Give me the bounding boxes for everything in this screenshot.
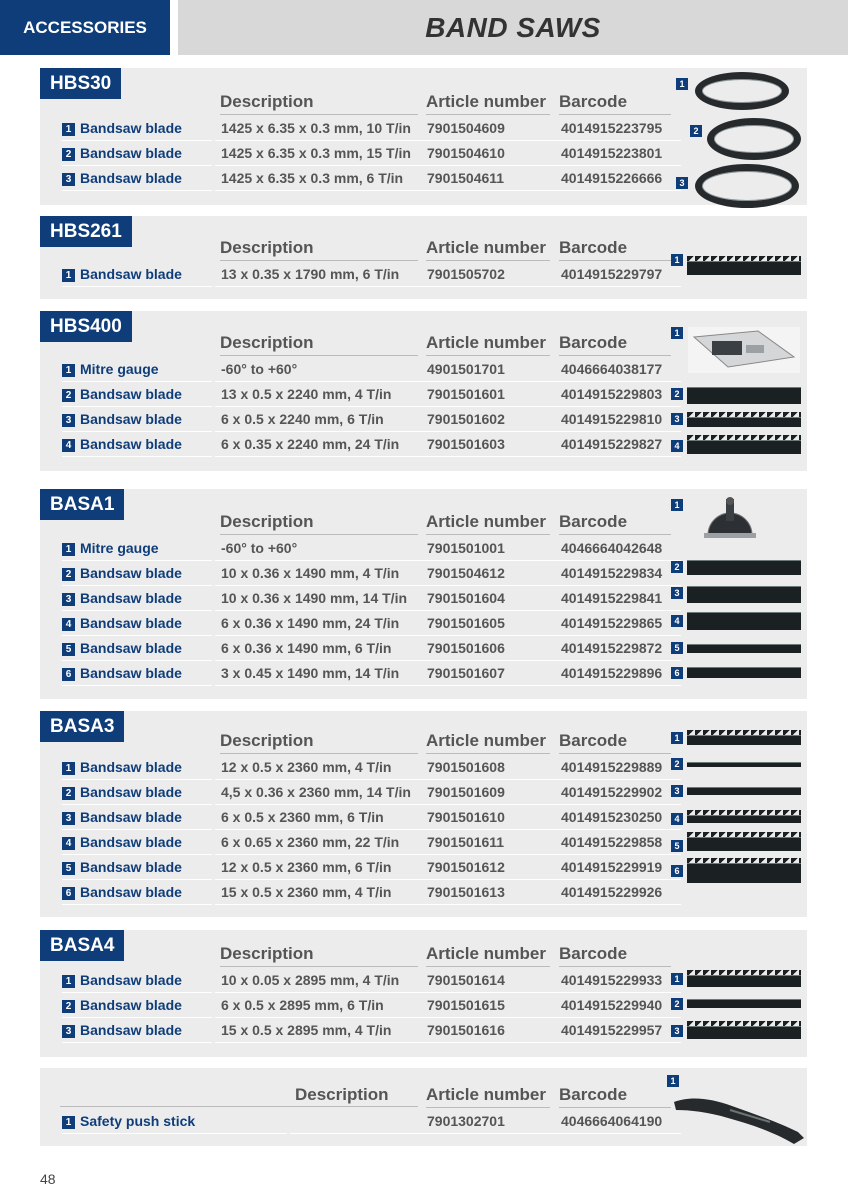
item-number-badge: 1: [62, 1116, 75, 1129]
item-article-number: 7901501610: [422, 805, 555, 830]
col-barcode-header: Barcode: [559, 512, 671, 535]
col-description-header: Description: [220, 333, 418, 356]
image-badge: 1: [667, 1075, 679, 1087]
col-barcode-header: Barcode: [559, 238, 671, 261]
item-name: [62, 805, 212, 830]
image-badge: 4: [671, 813, 683, 825]
item-article-number: 7901504610: [422, 141, 555, 166]
image-badge: 6: [671, 865, 683, 877]
item-article-number: 7901501613: [422, 880, 555, 905]
item-barcode: 4014915229933: [554, 968, 681, 993]
col-article-header: Article number: [426, 944, 550, 967]
table-row: [40, 880, 807, 905]
image-badge: 3: [671, 587, 683, 599]
item-barcode: 4014915229896: [554, 661, 681, 686]
category-tab: ACCESSORIES: [0, 0, 170, 55]
item-barcode: 4046664064190: [554, 1109, 681, 1134]
item-name: [62, 636, 212, 661]
col-barcode-header: Barcode: [559, 944, 671, 967]
item-article-number: 7901501611: [422, 830, 555, 855]
item-article-number: 7901501612: [422, 855, 555, 880]
page-number: 48: [40, 1171, 56, 1187]
item-article-number: 7901501606: [422, 636, 555, 661]
item-barcode: 4014915229858: [554, 830, 681, 855]
image-badge: 2: [671, 561, 683, 573]
item-article-number: 7901501614: [422, 968, 555, 993]
item-number-badge: 3: [62, 1025, 75, 1038]
item-number-badge: 1: [62, 123, 75, 136]
section-title: HBS400: [40, 311, 132, 342]
item-description: 15 x 0.5 x 2360 mm, 4 T/in: [215, 880, 424, 905]
item-number-badge: 1: [62, 364, 75, 377]
item-description: 4,5 x 0.36 x 2360 mm, 14 T/in: [215, 780, 424, 805]
item-description: 1425 x 6.35 x 0.3 mm, 10 T/in: [215, 116, 424, 141]
item-number-badge: 4: [62, 837, 75, 850]
image-badge: 2: [671, 388, 683, 400]
blade-strip-image: [687, 644, 801, 653]
item-name-label: Bandsaw blade: [80, 386, 182, 402]
item-article-number: 7901501602: [422, 407, 555, 432]
blade-strip-image: [687, 261, 801, 275]
item-name: [62, 536, 212, 561]
item-article-number: 7901501615: [422, 993, 555, 1018]
table-row: [40, 141, 807, 166]
blade-strip-image: [687, 837, 801, 851]
section-basa1: [40, 489, 807, 699]
item-article-number: 4901501701: [422, 357, 555, 382]
item-name-label: Bandsaw blade: [80, 834, 182, 850]
item-article-number: 7901501001: [422, 536, 555, 561]
item-article-number: 7901501604: [422, 586, 555, 611]
image-badge: 3: [671, 1025, 683, 1037]
item-description: 10 x 0.36 x 1490 mm, 14 T/in: [215, 586, 424, 611]
item-description: 6 x 0.65 x 2360 mm, 22 T/in: [215, 830, 424, 855]
item-name: [62, 611, 212, 636]
mitre-gauge-image: [700, 495, 760, 545]
push-stick-image: [670, 1088, 807, 1146]
blade-strip-image: [687, 975, 801, 987]
item-article-number: 7901501616: [422, 1018, 555, 1043]
item-article-number: 7901302701: [422, 1109, 555, 1134]
item-name: [62, 141, 212, 166]
image-badge: 4: [671, 440, 683, 452]
item-number-badge: 4: [62, 618, 75, 631]
item-description: 6 x 0.5 x 2240 mm, 6 T/in: [215, 407, 424, 432]
section-hbs400: [40, 311, 807, 471]
item-name-label: Safety push stick: [80, 1113, 196, 1129]
item-article-number: 7901505702: [422, 262, 555, 287]
section-push-stick: [40, 1068, 807, 1146]
item-name-label: Bandsaw blade: [80, 615, 182, 631]
col-article-header: Article number: [426, 512, 550, 535]
item-name-label: Bandsaw blade: [80, 145, 182, 161]
item-name-label: Bandsaw blade: [80, 266, 182, 282]
item-number-badge: 5: [62, 862, 75, 875]
item-description: -60° to +60°: [215, 536, 424, 561]
item-barcode: 4014915229797: [554, 262, 681, 287]
item-barcode: 4014915229957: [554, 1018, 681, 1043]
item-barcode: 4046664042648: [554, 536, 681, 561]
image-badge: 2: [671, 758, 683, 770]
col-barcode-header: Barcode: [559, 92, 671, 115]
item-barcode: 4014915229902: [554, 780, 681, 805]
col-barcode-header: Barcode: [559, 333, 671, 356]
item-article-number: 7901501607: [422, 661, 555, 686]
col-article-header: Article number: [426, 92, 550, 115]
item-number-badge: 1: [62, 975, 75, 988]
item-barcode: 4014915229827: [554, 432, 681, 457]
item-name: [62, 407, 212, 432]
item-name-label: Mitre gauge: [80, 361, 159, 377]
item-name-label: Bandsaw blade: [80, 884, 182, 900]
col-article-header: Article number: [426, 333, 550, 356]
blade-loop-image: [707, 118, 801, 160]
item-number-badge: 6: [62, 887, 75, 900]
item-number-badge: 1: [62, 269, 75, 282]
col-description-header: Description: [220, 92, 418, 115]
item-name: [62, 968, 212, 993]
item-name: [62, 166, 212, 191]
item-name-label: Bandsaw blade: [80, 1022, 182, 1038]
item-description: [290, 1109, 424, 1134]
blade-strip-image: [687, 1026, 801, 1039]
image-badge: 1: [671, 973, 683, 985]
item-name-label: Bandsaw blade: [80, 120, 182, 136]
item-barcode: 4014915229841: [554, 586, 681, 611]
blade-strip-image: [687, 586, 801, 603]
item-article-number: 7901504611: [422, 166, 555, 191]
col-description-header: Description: [60, 1085, 418, 1107]
blade-strip-image: [687, 999, 801, 1008]
item-name: [62, 116, 212, 141]
blade-strip-image: [687, 787, 801, 795]
item-barcode: 4014915229919: [554, 855, 681, 880]
item-name-label: Bandsaw blade: [80, 565, 182, 581]
item-number-badge: 4: [62, 439, 75, 452]
item-name-label: Bandsaw blade: [80, 859, 182, 875]
item-name: [62, 830, 212, 855]
item-barcode: 4014915229810: [554, 407, 681, 432]
item-name: [62, 993, 212, 1018]
item-barcode: 4014915229889: [554, 755, 681, 780]
section-title: BASA1: [40, 489, 124, 520]
item-barcode: 4014915223801: [554, 141, 681, 166]
item-article-number: 7901501608: [422, 755, 555, 780]
image-badge: 5: [671, 642, 683, 654]
section-title: HBS261: [40, 216, 132, 247]
item-description: 1425 x 6.35 x 0.3 mm, 15 T/in: [215, 141, 424, 166]
blade-strip-image: [687, 815, 801, 823]
item-description: 12 x 0.5 x 2360 mm, 6 T/in: [215, 855, 424, 880]
item-barcode: 4014915230250: [554, 805, 681, 830]
section-title: BASA4: [40, 930, 124, 961]
item-description: 10 x 0.36 x 1490 mm, 4 T/in: [215, 561, 424, 586]
item-number-badge: 2: [62, 787, 75, 800]
section-basa3: [40, 711, 807, 917]
item-article-number: 7901501601: [422, 382, 555, 407]
item-name: [62, 780, 212, 805]
item-barcode: 4014915229834: [554, 561, 681, 586]
item-article-number: 7901501605: [422, 611, 555, 636]
item-description: 6 x 0.36 x 1490 mm, 24 T/in: [215, 611, 424, 636]
section-title: BASA3: [40, 711, 124, 742]
blade-strip-image: [687, 667, 801, 678]
item-barcode: 4014915229940: [554, 993, 681, 1018]
item-number-badge: 3: [62, 593, 75, 606]
item-name: [62, 382, 212, 407]
image-badge: 3: [676, 177, 688, 189]
item-name-label: Bandsaw blade: [80, 997, 182, 1013]
item-barcode: 4046664038177: [554, 357, 681, 382]
item-name-label: Bandsaw blade: [80, 784, 182, 800]
col-article-header: Article number: [426, 238, 550, 261]
image-badge: 6: [671, 667, 683, 679]
item-article-number: 7901504612: [422, 561, 555, 586]
blade-strip-image: [687, 417, 801, 427]
image-badge: 2: [690, 125, 702, 137]
item-name: [62, 561, 212, 586]
item-description: 1425 x 6.35 x 0.3 mm, 6 T/in: [215, 166, 424, 191]
item-name-label: Bandsaw blade: [80, 972, 182, 988]
item-name-label: Mitre gauge: [80, 540, 159, 556]
item-article-number: 7901504609: [422, 116, 555, 141]
mitre-gauge-image: [688, 327, 800, 373]
item-description: 12 x 0.5 x 2360 mm, 4 T/in: [215, 755, 424, 780]
item-barcode: 4014915226666: [554, 166, 681, 191]
item-name-label: Bandsaw blade: [80, 411, 182, 427]
table-row: [40, 166, 807, 191]
item-description: 13 x 0.35 x 1790 mm, 6 T/in: [215, 262, 424, 287]
blade-strip-image: [687, 612, 801, 630]
image-badge: 1: [676, 78, 688, 90]
item-name: [62, 755, 212, 780]
item-barcode: 4014915229926: [554, 880, 681, 905]
blade-loop-image: [695, 164, 799, 208]
item-name-label: Bandsaw blade: [80, 170, 182, 186]
item-number-badge: 2: [62, 1000, 75, 1013]
col-description-header: Description: [220, 512, 418, 535]
item-name: [62, 855, 212, 880]
item-description: 6 x 0.5 x 2895 mm, 6 T/in: [215, 993, 424, 1018]
item-name-label: Bandsaw blade: [80, 759, 182, 775]
item-name-label: Bandsaw blade: [80, 590, 182, 606]
image-badge: 4: [671, 615, 683, 627]
item-barcode: 4014915229803: [554, 382, 681, 407]
blade-strip-image: [687, 762, 801, 767]
item-name-label: Bandsaw blade: [80, 809, 182, 825]
item-number-badge: 3: [62, 414, 75, 427]
item-barcode: 4014915229872: [554, 636, 681, 661]
blade-strip-image: [687, 863, 801, 883]
col-barcode-header: Barcode: [559, 1085, 671, 1108]
item-name: [62, 1109, 287, 1134]
image-badge: 1: [671, 327, 683, 339]
item-description: 6 x 0.36 x 1490 mm, 6 T/in: [215, 636, 424, 661]
col-article-header: Article number: [426, 1085, 550, 1108]
col-description-header: Description: [220, 731, 418, 754]
item-name: [62, 262, 212, 287]
section-hbs30: [40, 68, 807, 205]
blade-loop-image: [695, 72, 789, 110]
col-article-header: Article number: [426, 731, 550, 754]
image-badge: 2: [671, 998, 683, 1010]
item-name: [62, 357, 212, 382]
col-description-header: Description: [220, 238, 418, 261]
item-description: 6 x 0.5 x 2360 mm, 6 T/in: [215, 805, 424, 830]
page-title: BAND SAWS: [425, 11, 601, 43]
item-number-badge: 1: [62, 543, 75, 556]
item-description: -60° to +60°: [215, 357, 424, 382]
item-barcode: 4014915223795: [554, 116, 681, 141]
item-number-badge: 3: [62, 812, 75, 825]
item-name-label: Bandsaw blade: [80, 436, 182, 452]
item-number-badge: 1: [62, 762, 75, 775]
item-name: [62, 432, 212, 457]
section-title: HBS30: [40, 68, 121, 99]
table-row: [40, 536, 807, 561]
item-description: 13 x 0.5 x 2240 mm, 4 T/in: [215, 382, 424, 407]
item-number-badge: 3: [62, 173, 75, 186]
item-name: [62, 880, 212, 905]
item-name: [62, 586, 212, 611]
image-badge: 3: [671, 785, 683, 797]
item-number-badge: 5: [62, 643, 75, 656]
item-number-badge: 2: [62, 389, 75, 402]
col-barcode-header: Barcode: [559, 731, 671, 754]
item-number-badge: 6: [62, 668, 75, 681]
item-article-number: 7901501603: [422, 432, 555, 457]
item-barcode: 4014915229865: [554, 611, 681, 636]
table-row: [40, 755, 807, 780]
blade-strip-image: [687, 440, 801, 454]
item-name-label: Bandsaw blade: [80, 665, 182, 681]
blade-strip-image: [687, 560, 801, 575]
blade-strip-image: [687, 387, 801, 404]
image-badge: 1: [671, 254, 683, 266]
col-description-header: Description: [220, 944, 418, 967]
item-number-badge: 2: [62, 568, 75, 581]
item-name-label: Bandsaw blade: [80, 640, 182, 656]
item-description: 10 x 0.05 x 2895 mm, 4 T/in: [215, 968, 424, 993]
image-badge: 1: [671, 732, 683, 744]
section-hbs261: [40, 216, 807, 299]
item-name: [62, 1018, 212, 1043]
section-basa4: [40, 930, 807, 1057]
item-article-number: 7901501609: [422, 780, 555, 805]
item-name: [62, 661, 212, 686]
item-number-badge: 2: [62, 148, 75, 161]
image-badge: 5: [671, 840, 683, 852]
image-badge: 3: [671, 413, 683, 425]
item-description: 15 x 0.5 x 2895 mm, 4 T/in: [215, 1018, 424, 1043]
image-badge: 1: [671, 499, 683, 511]
blade-strip-image: [687, 735, 801, 745]
item-description: 6 x 0.35 x 2240 mm, 24 T/in: [215, 432, 424, 457]
item-description: 3 x 0.45 x 1490 mm, 14 T/in: [215, 661, 424, 686]
